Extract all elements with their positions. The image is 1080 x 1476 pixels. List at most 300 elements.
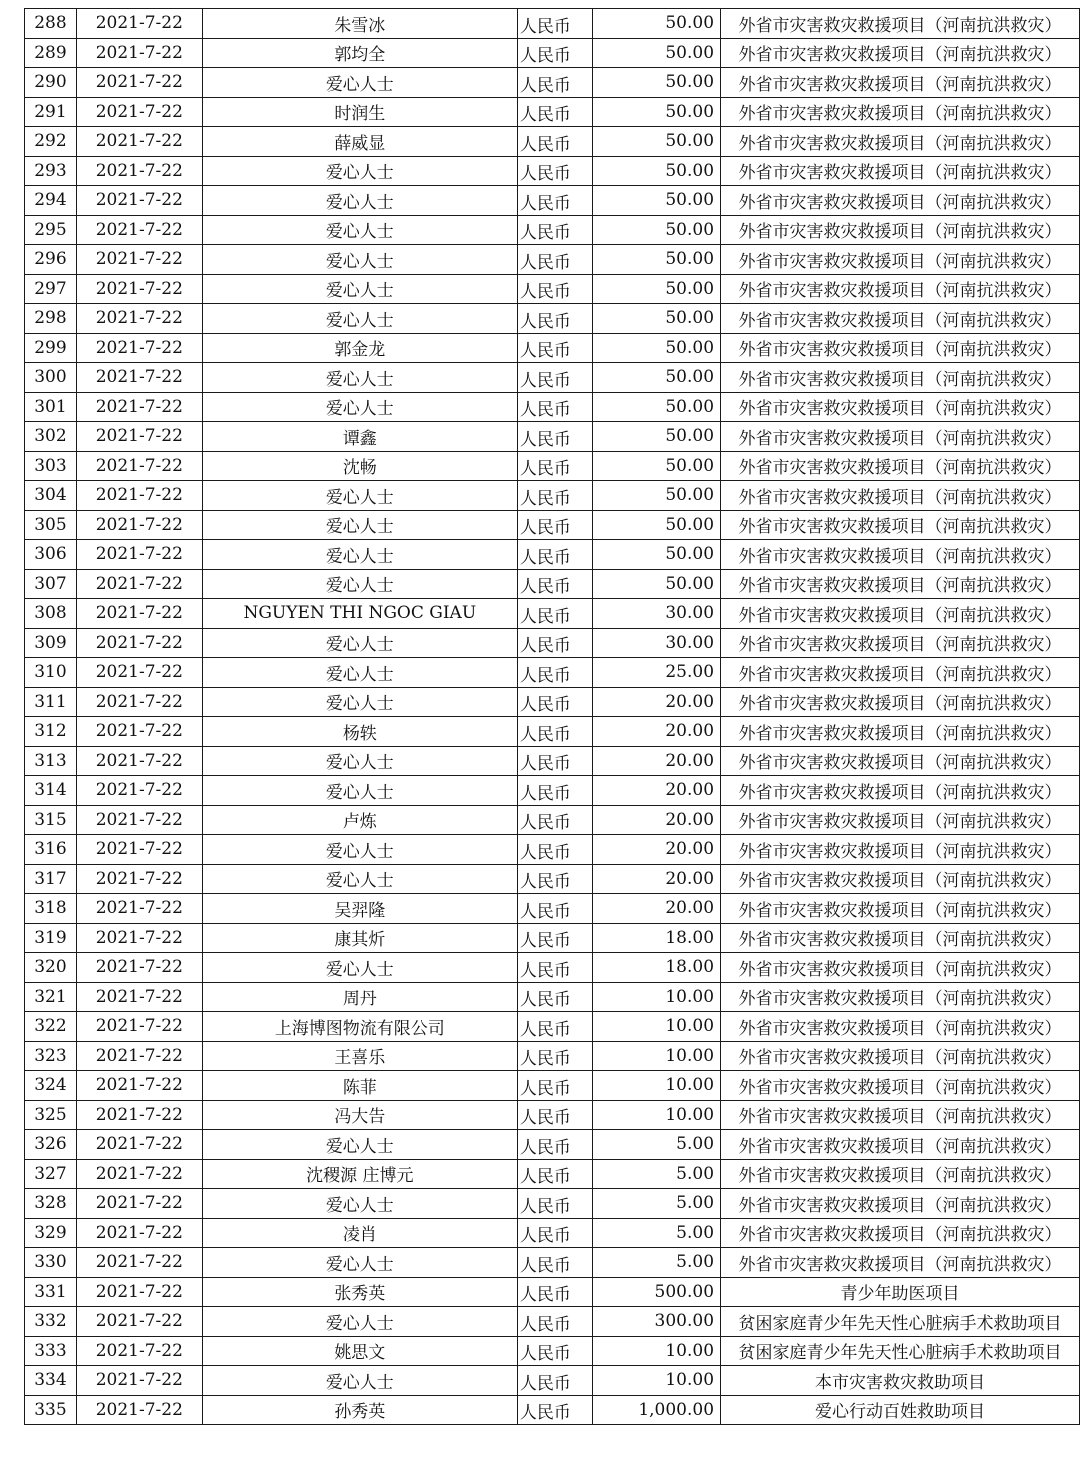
currency: 人民币 bbox=[517, 1130, 592, 1160]
donation-date: 2021-7-22 bbox=[76, 68, 202, 98]
row-number: 333 bbox=[25, 1336, 77, 1366]
donation-date: 2021-7-22 bbox=[76, 1366, 202, 1396]
donation-date: 2021-7-22 bbox=[76, 1071, 202, 1101]
donor-name: 爱心人士 bbox=[202, 953, 517, 983]
donation-date: 2021-7-22 bbox=[76, 569, 202, 599]
project-name: 外省市灾害救灾救援项目（河南抗洪救灾） bbox=[721, 687, 1080, 717]
table-row bbox=[25, 1248, 1080, 1278]
project-name: 外省市灾害救灾救援项目（河南抗洪救灾） bbox=[721, 245, 1080, 275]
project-name: 外省市灾害救灾救援项目（河南抗洪救灾） bbox=[721, 658, 1080, 688]
currency: 人民币 bbox=[517, 1277, 592, 1307]
table-row bbox=[25, 451, 1080, 481]
table-row bbox=[25, 805, 1080, 835]
table-row bbox=[25, 333, 1080, 363]
project-name: 外省市灾害救灾救援项目（河南抗洪救灾） bbox=[721, 835, 1080, 865]
currency: 人民币 bbox=[517, 127, 592, 157]
project-name: 外省市灾害救灾救援项目（河南抗洪救灾） bbox=[721, 451, 1080, 481]
currency: 人民币 bbox=[517, 1012, 592, 1042]
donation-date: 2021-7-22 bbox=[76, 422, 202, 452]
currency: 人民币 bbox=[517, 392, 592, 422]
currency: 人民币 bbox=[517, 215, 592, 245]
row-number: 291 bbox=[25, 97, 77, 127]
row-number: 320 bbox=[25, 953, 77, 983]
row-number: 292 bbox=[25, 127, 77, 157]
donation-date: 2021-7-22 bbox=[76, 1100, 202, 1130]
donation-date: 2021-7-22 bbox=[76, 1130, 202, 1160]
row-number: 295 bbox=[25, 215, 77, 245]
project-name: 外省市灾害救灾救援项目（河南抗洪救灾） bbox=[721, 333, 1080, 363]
donor-name: 爱心人士 bbox=[202, 481, 517, 511]
table-row bbox=[25, 746, 1080, 776]
donation-amount: 5.00 bbox=[592, 1248, 720, 1278]
table-row bbox=[25, 687, 1080, 717]
table-row bbox=[25, 717, 1080, 747]
donor-name: 爱心人士 bbox=[202, 1248, 517, 1278]
donor-name: 上海博图物流有限公司 bbox=[202, 1012, 517, 1042]
donation-date: 2021-7-22 bbox=[76, 97, 202, 127]
project-name: 外省市灾害救灾救援项目（河南抗洪救灾） bbox=[721, 923, 1080, 953]
donor-name: 爱心人士 bbox=[202, 68, 517, 98]
donation-amount: 1,000.00 bbox=[592, 1395, 720, 1425]
donor-name: 张秀英 bbox=[202, 1277, 517, 1307]
donation-amount: 18.00 bbox=[592, 953, 720, 983]
donation-amount: 20.00 bbox=[592, 894, 720, 924]
donation-date: 2021-7-22 bbox=[76, 1277, 202, 1307]
donation-amount: 5.00 bbox=[592, 1130, 720, 1160]
table-row bbox=[25, 1159, 1080, 1189]
donation-amount: 300.00 bbox=[592, 1307, 720, 1337]
donation-date: 2021-7-22 bbox=[76, 1041, 202, 1071]
row-number: 308 bbox=[25, 599, 77, 629]
donation-amount: 10.00 bbox=[592, 1071, 720, 1101]
donation-date: 2021-7-22 bbox=[76, 1159, 202, 1189]
table-row bbox=[25, 599, 1080, 629]
donation-date: 2021-7-22 bbox=[76, 776, 202, 806]
donor-name: 杨轶 bbox=[202, 717, 517, 747]
row-number: 335 bbox=[25, 1395, 77, 1425]
donor-name: 周丹 bbox=[202, 982, 517, 1012]
donation-date: 2021-7-22 bbox=[76, 1189, 202, 1219]
table-row bbox=[25, 835, 1080, 865]
project-name: 外省市灾害救灾救援项目（河南抗洪救灾） bbox=[721, 1130, 1080, 1160]
donation-date: 2021-7-22 bbox=[76, 953, 202, 983]
project-name: 外省市灾害救灾救援项目（河南抗洪救灾） bbox=[721, 68, 1080, 98]
project-name: 外省市灾害救灾救援项目（河南抗洪救灾） bbox=[721, 628, 1080, 658]
donation-date: 2021-7-22 bbox=[76, 746, 202, 776]
donation-date: 2021-7-22 bbox=[76, 894, 202, 924]
row-number: 317 bbox=[25, 864, 77, 894]
project-name: 外省市灾害救灾救援项目（河南抗洪救灾） bbox=[721, 1041, 1080, 1071]
currency: 人民币 bbox=[517, 864, 592, 894]
currency: 人民币 bbox=[517, 628, 592, 658]
donor-name: 王喜乐 bbox=[202, 1041, 517, 1071]
currency: 人民币 bbox=[517, 569, 592, 599]
row-number: 325 bbox=[25, 1100, 77, 1130]
currency: 人民币 bbox=[517, 9, 592, 39]
table-row bbox=[25, 1336, 1080, 1366]
donor-name: 爱心人士 bbox=[202, 628, 517, 658]
donation-amount: 50.00 bbox=[592, 333, 720, 363]
donation-date: 2021-7-22 bbox=[76, 1395, 202, 1425]
table-row bbox=[25, 1130, 1080, 1160]
donation-amount: 50.00 bbox=[592, 422, 720, 452]
project-name: 外省市灾害救灾救援项目（河南抗洪救灾） bbox=[721, 274, 1080, 304]
donor-name: 爱心人士 bbox=[202, 304, 517, 334]
currency: 人民币 bbox=[517, 982, 592, 1012]
currency: 人民币 bbox=[517, 1218, 592, 1248]
project-name: 外省市灾害救灾救援项目（河南抗洪救灾） bbox=[721, 569, 1080, 599]
project-name: 外省市灾害救灾救援项目（河南抗洪救灾） bbox=[721, 599, 1080, 629]
donor-name: 爱心人士 bbox=[202, 510, 517, 540]
donation-amount: 20.00 bbox=[592, 717, 720, 747]
donation-date: 2021-7-22 bbox=[76, 481, 202, 511]
row-number: 322 bbox=[25, 1012, 77, 1042]
currency: 人民币 bbox=[517, 1100, 592, 1130]
donation-table-body bbox=[25, 9, 1080, 1425]
table-row bbox=[25, 953, 1080, 983]
row-number: 312 bbox=[25, 717, 77, 747]
currency: 人民币 bbox=[517, 304, 592, 334]
row-number: 318 bbox=[25, 894, 77, 924]
currency: 人民币 bbox=[517, 38, 592, 68]
project-name: 外省市灾害救灾救援项目（河南抗洪救灾） bbox=[721, 1189, 1080, 1219]
row-number: 299 bbox=[25, 333, 77, 363]
row-number: 327 bbox=[25, 1159, 77, 1189]
donor-name: 爱心人士 bbox=[202, 156, 517, 186]
donation-amount: 50.00 bbox=[592, 540, 720, 570]
table-row bbox=[25, 569, 1080, 599]
row-number: 319 bbox=[25, 923, 77, 953]
project-name: 外省市灾害救灾救援项目（河南抗洪救灾） bbox=[721, 1100, 1080, 1130]
project-name: 外省市灾害救灾救援项目（河南抗洪救灾） bbox=[721, 1248, 1080, 1278]
currency: 人民币 bbox=[517, 540, 592, 570]
project-name: 外省市灾害救灾救援项目（河南抗洪救灾） bbox=[721, 776, 1080, 806]
donor-name: 沈畅 bbox=[202, 451, 517, 481]
currency: 人民币 bbox=[517, 1336, 592, 1366]
currency: 人民币 bbox=[517, 1159, 592, 1189]
currency: 人民币 bbox=[517, 274, 592, 304]
donation-amount: 20.00 bbox=[592, 864, 720, 894]
row-number: 296 bbox=[25, 245, 77, 275]
project-name: 外省市灾害救灾救援项目（河南抗洪救灾） bbox=[721, 215, 1080, 245]
currency: 人民币 bbox=[517, 1189, 592, 1219]
currency: 人民币 bbox=[517, 746, 592, 776]
row-number: 290 bbox=[25, 68, 77, 98]
donation-amount: 5.00 bbox=[592, 1189, 720, 1219]
donation-amount: 20.00 bbox=[592, 687, 720, 717]
currency: 人民币 bbox=[517, 953, 592, 983]
row-number: 328 bbox=[25, 1189, 77, 1219]
donor-name: 爱心人士 bbox=[202, 363, 517, 393]
donation-amount: 50.00 bbox=[592, 38, 720, 68]
donation-amount: 20.00 bbox=[592, 805, 720, 835]
currency: 人民币 bbox=[517, 805, 592, 835]
currency: 人民币 bbox=[517, 156, 592, 186]
donation-amount: 50.00 bbox=[592, 510, 720, 540]
row-number: 305 bbox=[25, 510, 77, 540]
row-number: 324 bbox=[25, 1071, 77, 1101]
donor-name: 爱心人士 bbox=[202, 540, 517, 570]
donor-name: 爱心人士 bbox=[202, 274, 517, 304]
table-row bbox=[25, 304, 1080, 334]
row-number: 306 bbox=[25, 540, 77, 570]
donor-name: 爱心人士 bbox=[202, 569, 517, 599]
row-number: 301 bbox=[25, 392, 77, 422]
table-row bbox=[25, 982, 1080, 1012]
donor-name: NGUYEN THI NGOC GIAU bbox=[202, 599, 517, 629]
project-name: 外省市灾害救灾救援项目（河南抗洪救灾） bbox=[721, 1012, 1080, 1042]
donation-amount: 10.00 bbox=[592, 1336, 720, 1366]
currency: 人民币 bbox=[517, 717, 592, 747]
donation-amount: 50.00 bbox=[592, 186, 720, 216]
currency: 人民币 bbox=[517, 687, 592, 717]
donor-name: 爱心人士 bbox=[202, 776, 517, 806]
donor-name: 姚思文 bbox=[202, 1336, 517, 1366]
table-row bbox=[25, 864, 1080, 894]
donation-date: 2021-7-22 bbox=[76, 599, 202, 629]
row-number: 332 bbox=[25, 1307, 77, 1337]
table-row bbox=[25, 1041, 1080, 1071]
donation-date: 2021-7-22 bbox=[76, 274, 202, 304]
donation-amount: 50.00 bbox=[592, 304, 720, 334]
donor-name: 爱心人士 bbox=[202, 1307, 517, 1337]
donor-name: 孙秀英 bbox=[202, 1395, 517, 1425]
donation-date: 2021-7-22 bbox=[76, 864, 202, 894]
row-number: 304 bbox=[25, 481, 77, 511]
donor-name: 爱心人士 bbox=[202, 687, 517, 717]
donation-date: 2021-7-22 bbox=[76, 392, 202, 422]
donation-date: 2021-7-22 bbox=[76, 1012, 202, 1042]
donation-date: 2021-7-22 bbox=[76, 245, 202, 275]
currency: 人民币 bbox=[517, 510, 592, 540]
project-name: 外省市灾害救灾救援项目（河南抗洪救灾） bbox=[721, 156, 1080, 186]
donation-date: 2021-7-22 bbox=[76, 835, 202, 865]
currency: 人民币 bbox=[517, 245, 592, 275]
table-row bbox=[25, 1307, 1080, 1337]
donation-date: 2021-7-22 bbox=[76, 805, 202, 835]
table-row bbox=[25, 1071, 1080, 1101]
donor-name: 郭金龙 bbox=[202, 333, 517, 363]
donor-name: 爱心人士 bbox=[202, 215, 517, 245]
donor-name: 爱心人士 bbox=[202, 392, 517, 422]
row-number: 330 bbox=[25, 1248, 77, 1278]
donation-amount: 50.00 bbox=[592, 127, 720, 157]
row-number: 311 bbox=[25, 687, 77, 717]
donation-date: 2021-7-22 bbox=[76, 451, 202, 481]
donation-amount: 10.00 bbox=[592, 1012, 720, 1042]
row-number: 329 bbox=[25, 1218, 77, 1248]
donor-name: 爱心人士 bbox=[202, 864, 517, 894]
donation-amount: 30.00 bbox=[592, 628, 720, 658]
donation-amount: 10.00 bbox=[592, 1366, 720, 1396]
table-row bbox=[25, 1395, 1080, 1425]
row-number: 303 bbox=[25, 451, 77, 481]
project-name: 外省市灾害救灾救援项目（河南抗洪救灾） bbox=[721, 392, 1080, 422]
project-name: 外省市灾害救灾救援项目（河南抗洪救灾） bbox=[721, 510, 1080, 540]
donor-name: 陈菲 bbox=[202, 1071, 517, 1101]
table-row bbox=[25, 215, 1080, 245]
donor-name: 爱心人士 bbox=[202, 245, 517, 275]
donation-amount: 25.00 bbox=[592, 658, 720, 688]
row-number: 309 bbox=[25, 628, 77, 658]
currency: 人民币 bbox=[517, 835, 592, 865]
project-name: 外省市灾害救灾救援项目（河南抗洪救灾） bbox=[721, 1218, 1080, 1248]
donation-amount: 50.00 bbox=[592, 569, 720, 599]
donation-date: 2021-7-22 bbox=[76, 1307, 202, 1337]
project-name: 外省市灾害救灾救援项目（河南抗洪救灾） bbox=[721, 1071, 1080, 1101]
table-row bbox=[25, 186, 1080, 216]
table-row bbox=[25, 540, 1080, 570]
currency: 人民币 bbox=[517, 658, 592, 688]
donor-name: 爱心人士 bbox=[202, 658, 517, 688]
project-name: 外省市灾害救灾救援项目（河南抗洪救灾） bbox=[721, 38, 1080, 68]
table-row bbox=[25, 363, 1080, 393]
donor-name: 康其炘 bbox=[202, 923, 517, 953]
donor-name: 爱心人士 bbox=[202, 1130, 517, 1160]
donation-amount: 50.00 bbox=[592, 9, 720, 39]
donation-table bbox=[24, 8, 1080, 1425]
project-name: 外省市灾害救灾救援项目（河南抗洪救灾） bbox=[721, 422, 1080, 452]
donor-name: 爱心人士 bbox=[202, 186, 517, 216]
table-row bbox=[25, 274, 1080, 304]
donation-date: 2021-7-22 bbox=[76, 717, 202, 747]
table-row bbox=[25, 1100, 1080, 1130]
donation-amount: 50.00 bbox=[592, 481, 720, 511]
project-name: 外省市灾害救灾救援项目（河南抗洪救灾） bbox=[721, 746, 1080, 776]
project-name: 青少年助医项目 bbox=[721, 1277, 1080, 1307]
donation-amount: 500.00 bbox=[592, 1277, 720, 1307]
project-name: 外省市灾害救灾救援项目（河南抗洪救灾） bbox=[721, 97, 1080, 127]
currency: 人民币 bbox=[517, 1395, 592, 1425]
project-name: 外省市灾害救灾救援项目（河南抗洪救灾） bbox=[721, 304, 1080, 334]
project-name: 外省市灾害救灾救援项目（河南抗洪救灾） bbox=[721, 481, 1080, 511]
currency: 人民币 bbox=[517, 186, 592, 216]
table-row bbox=[25, 1277, 1080, 1307]
row-number: 293 bbox=[25, 156, 77, 186]
donation-amount: 50.00 bbox=[592, 97, 720, 127]
row-number: 297 bbox=[25, 274, 77, 304]
donor-name: 爱心人士 bbox=[202, 746, 517, 776]
currency: 人民币 bbox=[517, 776, 592, 806]
project-name: 外省市灾害救灾救援项目（河南抗洪救灾） bbox=[721, 717, 1080, 747]
table-row bbox=[25, 481, 1080, 511]
donation-date: 2021-7-22 bbox=[76, 510, 202, 540]
currency: 人民币 bbox=[517, 894, 592, 924]
currency: 人民币 bbox=[517, 1071, 592, 1101]
currency: 人民币 bbox=[517, 97, 592, 127]
project-name: 外省市灾害救灾救援项目（河南抗洪救灾） bbox=[721, 1159, 1080, 1189]
project-name: 外省市灾害救灾救援项目（河南抗洪救灾） bbox=[721, 127, 1080, 157]
donor-name: 谭鑫 bbox=[202, 422, 517, 452]
donation-date: 2021-7-22 bbox=[76, 38, 202, 68]
donor-name: 郭均全 bbox=[202, 38, 517, 68]
donation-amount: 50.00 bbox=[592, 245, 720, 275]
donation-amount: 20.00 bbox=[592, 835, 720, 865]
currency: 人民币 bbox=[517, 599, 592, 629]
project-name: 外省市灾害救灾救援项目（河南抗洪救灾） bbox=[721, 805, 1080, 835]
row-number: 331 bbox=[25, 1277, 77, 1307]
project-name: 贫困家庭青少年先天性心脏病手术救助项目 bbox=[721, 1336, 1080, 1366]
table-row bbox=[25, 658, 1080, 688]
donation-date: 2021-7-22 bbox=[76, 156, 202, 186]
donor-name: 冯大告 bbox=[202, 1100, 517, 1130]
row-number: 310 bbox=[25, 658, 77, 688]
donation-date: 2021-7-22 bbox=[76, 540, 202, 570]
donor-name: 爱心人士 bbox=[202, 835, 517, 865]
row-number: 300 bbox=[25, 363, 77, 393]
donation-amount: 5.00 bbox=[592, 1159, 720, 1189]
donation-date: 2021-7-22 bbox=[76, 1218, 202, 1248]
donation-amount: 50.00 bbox=[592, 451, 720, 481]
project-name: 外省市灾害救灾救援项目（河南抗洪救灾） bbox=[721, 540, 1080, 570]
table-row bbox=[25, 1012, 1080, 1042]
row-number: 294 bbox=[25, 186, 77, 216]
donation-amount: 50.00 bbox=[592, 215, 720, 245]
table-row bbox=[25, 97, 1080, 127]
row-number: 313 bbox=[25, 746, 77, 776]
donor-name: 薛威显 bbox=[202, 127, 517, 157]
project-name: 外省市灾害救灾救援项目（河南抗洪救灾） bbox=[721, 363, 1080, 393]
currency: 人民币 bbox=[517, 923, 592, 953]
table-row bbox=[25, 923, 1080, 953]
row-number: 289 bbox=[25, 38, 77, 68]
donation-amount: 5.00 bbox=[592, 1218, 720, 1248]
donation-amount: 18.00 bbox=[592, 923, 720, 953]
table-row bbox=[25, 127, 1080, 157]
row-number: 302 bbox=[25, 422, 77, 452]
donation-date: 2021-7-22 bbox=[76, 923, 202, 953]
row-number: 316 bbox=[25, 835, 77, 865]
currency: 人民币 bbox=[517, 481, 592, 511]
row-number: 321 bbox=[25, 982, 77, 1012]
table-row bbox=[25, 422, 1080, 452]
row-number: 326 bbox=[25, 1130, 77, 1160]
project-name: 外省市灾害救灾救援项目（河南抗洪救灾） bbox=[721, 982, 1080, 1012]
row-number: 323 bbox=[25, 1041, 77, 1071]
donation-amount: 50.00 bbox=[592, 274, 720, 304]
project-name: 外省市灾害救灾救援项目（河南抗洪救灾） bbox=[721, 9, 1080, 39]
donor-name: 朱雪冰 bbox=[202, 9, 517, 39]
currency: 人民币 bbox=[517, 1041, 592, 1071]
donation-amount: 50.00 bbox=[592, 363, 720, 393]
donation-date: 2021-7-22 bbox=[76, 1336, 202, 1366]
currency: 人民币 bbox=[517, 451, 592, 481]
table-row bbox=[25, 68, 1080, 98]
donation-date: 2021-7-22 bbox=[76, 687, 202, 717]
donor-name: 吴羿隆 bbox=[202, 894, 517, 924]
donation-date: 2021-7-22 bbox=[76, 9, 202, 39]
donation-amount: 20.00 bbox=[592, 746, 720, 776]
project-name: 外省市灾害救灾救援项目（河南抗洪救灾） bbox=[721, 186, 1080, 216]
donation-date: 2021-7-22 bbox=[76, 127, 202, 157]
table-row bbox=[25, 245, 1080, 275]
donor-name: 凌肖 bbox=[202, 1218, 517, 1248]
project-name: 外省市灾害救灾救援项目（河南抗洪救灾） bbox=[721, 894, 1080, 924]
table-row bbox=[25, 628, 1080, 658]
donation-date: 2021-7-22 bbox=[76, 628, 202, 658]
donation-amount: 50.00 bbox=[592, 68, 720, 98]
currency: 人民币 bbox=[517, 68, 592, 98]
donor-name: 爱心人士 bbox=[202, 1189, 517, 1219]
donation-amount: 10.00 bbox=[592, 1100, 720, 1130]
project-name: 爱心行动百姓救助项目 bbox=[721, 1395, 1080, 1425]
table-row bbox=[25, 1218, 1080, 1248]
donation-amount: 30.00 bbox=[592, 599, 720, 629]
donation-date: 2021-7-22 bbox=[76, 658, 202, 688]
donation-amount: 10.00 bbox=[592, 1041, 720, 1071]
currency: 人民币 bbox=[517, 1366, 592, 1396]
donation-date: 2021-7-22 bbox=[76, 982, 202, 1012]
